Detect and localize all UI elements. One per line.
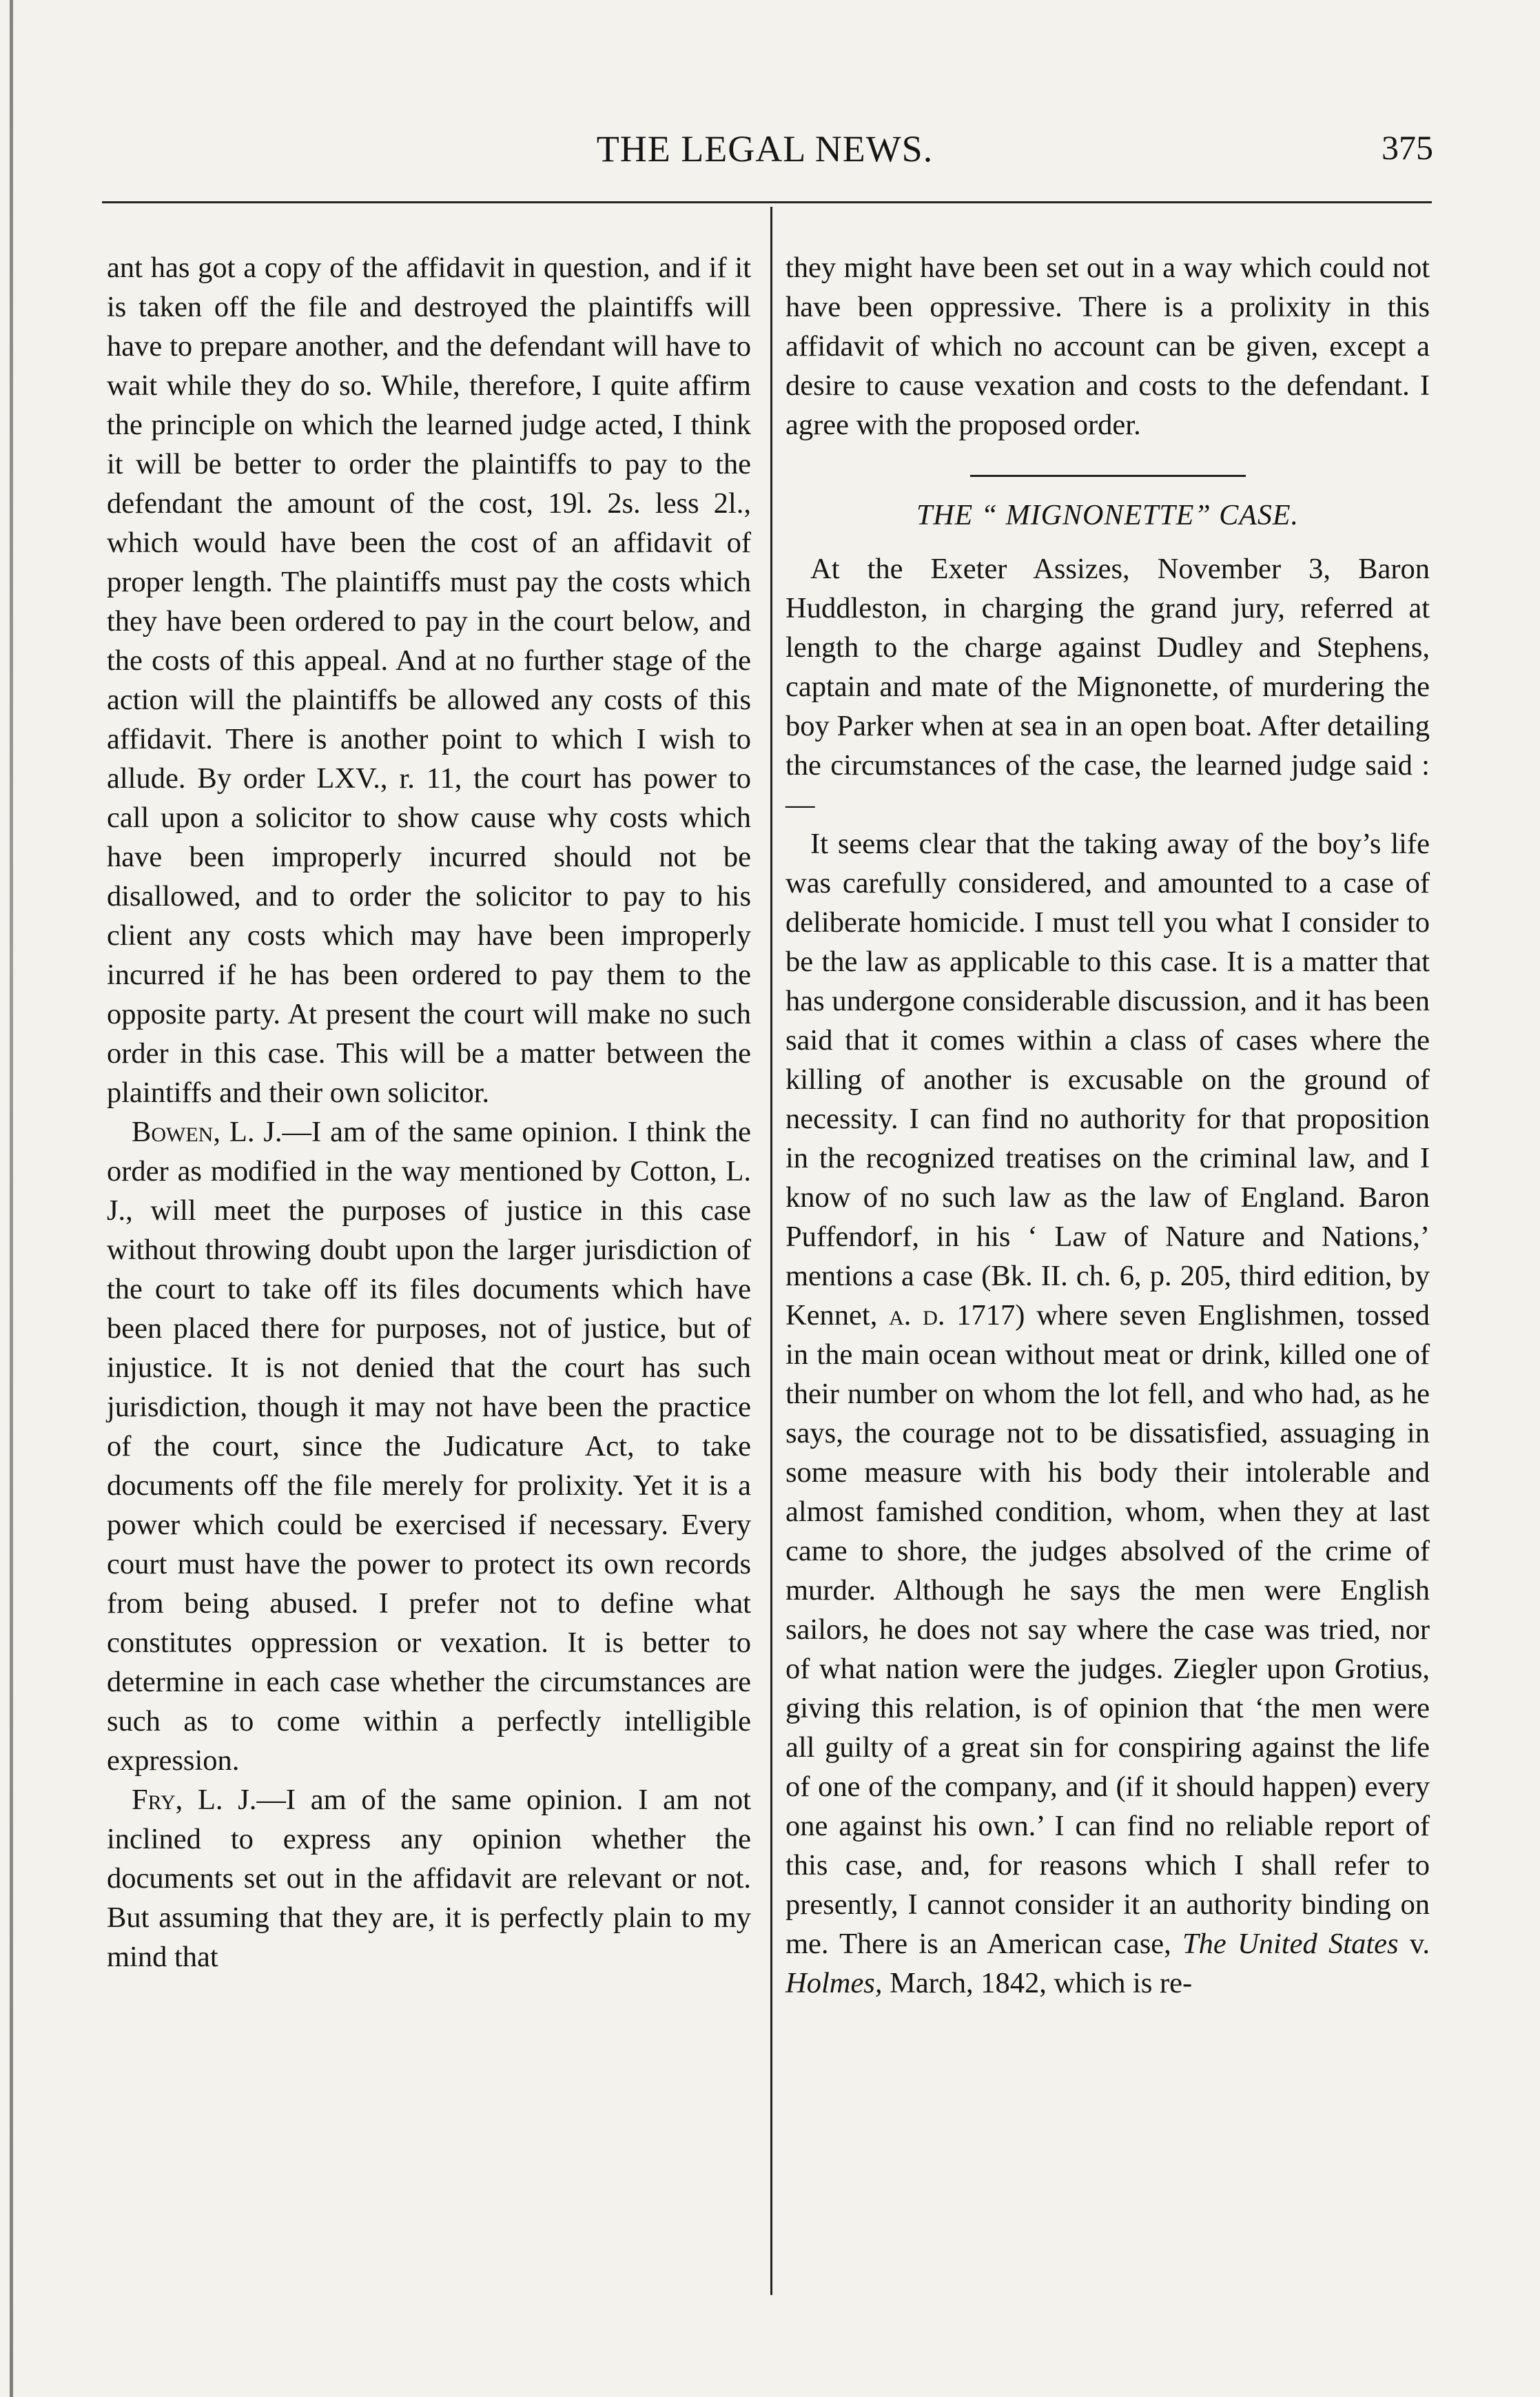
era-abbreviation: a. d. (889, 1299, 945, 1332)
page-binding-edge (10, 0, 13, 2397)
header-rule (102, 201, 1432, 203)
charge-text-end: March, 1842, which is re- (890, 1967, 1193, 1999)
paragraph-bowen (107, 1112, 751, 1780)
paragraph-charge (786, 824, 1430, 2003)
bowen-opinion-text: —I am of the same opinion. I think the order as modified in the way mentioned by Cotton, L. J., will meet the purposes of justice in this case without throwing doubt upon the larger jurisdiction of the court to take off its files documents which have been placed there for purposes, not of justice, but of injustice. It is not denied that the court has such jurisdiction, though it may not have been the practice of the court, since the Judicature Act, to take documents off the file merely for prolixity. Yet it is a power which could be exercised if necessary. Every court must have the power to protect its own records from being abused. I prefer not to define what constitutes oppression or vexation. It is better to determine in each case whether the circumstances are such as to come within a perfectly intelligible expression. (107, 1116, 751, 1777)
right-column (786, 248, 1430, 2003)
case-versus: v. (1409, 1928, 1430, 1960)
case-name-holmes: Holmes, (786, 1967, 883, 1999)
speaker-bowen: Bowen, L. J. (132, 1116, 283, 1148)
case-name-united-states: The United States (1182, 1928, 1399, 1960)
running-head (0, 127, 1540, 190)
left-column (107, 248, 751, 1977)
paragraph-continuation: ant has got a copy of the affidavit in question, and if it is taken off the file and destroyed the plaintiffs will have to prepare another, and the defendant will have to wait while they do so. While, therefore, I quite affirm the principle on which the learned judge acted, I think it will be better to order the plaintiffs to pay to the defendant the amount of the cost, 19l. 2s. less 2l., which would have been the cost of an affidavit of proper length. The plaintiffs must pay the costs which they have been ordered to pay in the court below, and the costs of this appeal. And at no further stage of the action will the plaintiffs be allowed any costs of this affidavit. There is another point to which I wish to allude. By order LXV., r. 11, the court has power to call upon a solicitor to show cause why costs which have been improperly incurred should not be disallowed, and to order the solicitor to pay to his client any costs which may have been improperly incurred if he has been ordered to pay them to the opposite party. At present the court will make no such order in this case. This will be a matter between the plaintiffs and their own solicitor. (107, 252, 751, 1109)
column-divider (770, 207, 772, 2295)
running-title: THE LEGAL NEWS. (596, 128, 934, 170)
paragraph-fry (107, 1780, 751, 1977)
fry-opinion-text: —I am of the same opinion. I am not inclined to express any opinion whether the documents set out in the affidavit are relevant or not. But assuming that they are, it is perfectly plain to my mind that (107, 1784, 751, 1973)
paragraph-continuation-right: they might have been set out in a way which could not have been oppressive. There is a prolixity in this affidavit of which no account can be given, except a desire to cause vexation and costs to the defendant. I agree with the proposed order. (786, 252, 1430, 441)
section-title: THE “ MIGNONETTE” CASE. (916, 500, 1300, 531)
paragraph-exeter-assizes: At the Exeter Assizes, November 3, Baron Huddleston, in charging the grand jury, referred at length to the charge against Dudley and Stephens, captain and mate of the Mignonette, of murdering the boy Parker when at sea in an open boat. After detailing the circumstances of the case, the learned judge said :— (786, 553, 1430, 821)
charge-text-part-2: 1717) where seven Englishmen, tossed in the main ocean without meat or drink, killed one of their number on whom the lot fell, and who had, as he says, the courage not to be dissatisfied, assuaging in some measure with his body their intolerable and almost famished condition, whom, when they at last came to shore, the judges absolved of the crime of murder. Although he says the men were English sailors, he does not say where the case was tried, nor of what nation were the judges. Ziegler upon Grotius, giving this relation, is of opinion that ‘the men were all guilty of a great sin for conspiring against the life of one of the company, and (if it should happen) every one against his own.’ I can find no reliable report of this case, and, for reasons which I shall refer to presently, I cannot consider it an authority binding on me. There is an American case, (786, 1299, 1430, 1960)
page-number: 375 (1382, 128, 1433, 167)
section-rule (970, 475, 1246, 477)
charge-text-part-1: It seems clear that the taking away of the boy’s life was carefully considered, and amounted to a case of deliberate homicide. I must tell you what I consider to be the law as applicable to this case. It is a matter that has undergone considerable discussion, and it has been said that it comes within a class of cases where the killing of another is excusable on the ground of necessity. I can find no authority for that proposition in the recognized treatises on the criminal law, and I know of no such law as the law of England. Baron Puffendorf, in his ‘ Law of Nature and Nations,’ mentions a case (Bk. II. ch. 6, p. 205, third edition, by Kennet, (786, 828, 1430, 1332)
speaker-fry: Fry, L. J. (132, 1784, 257, 1816)
